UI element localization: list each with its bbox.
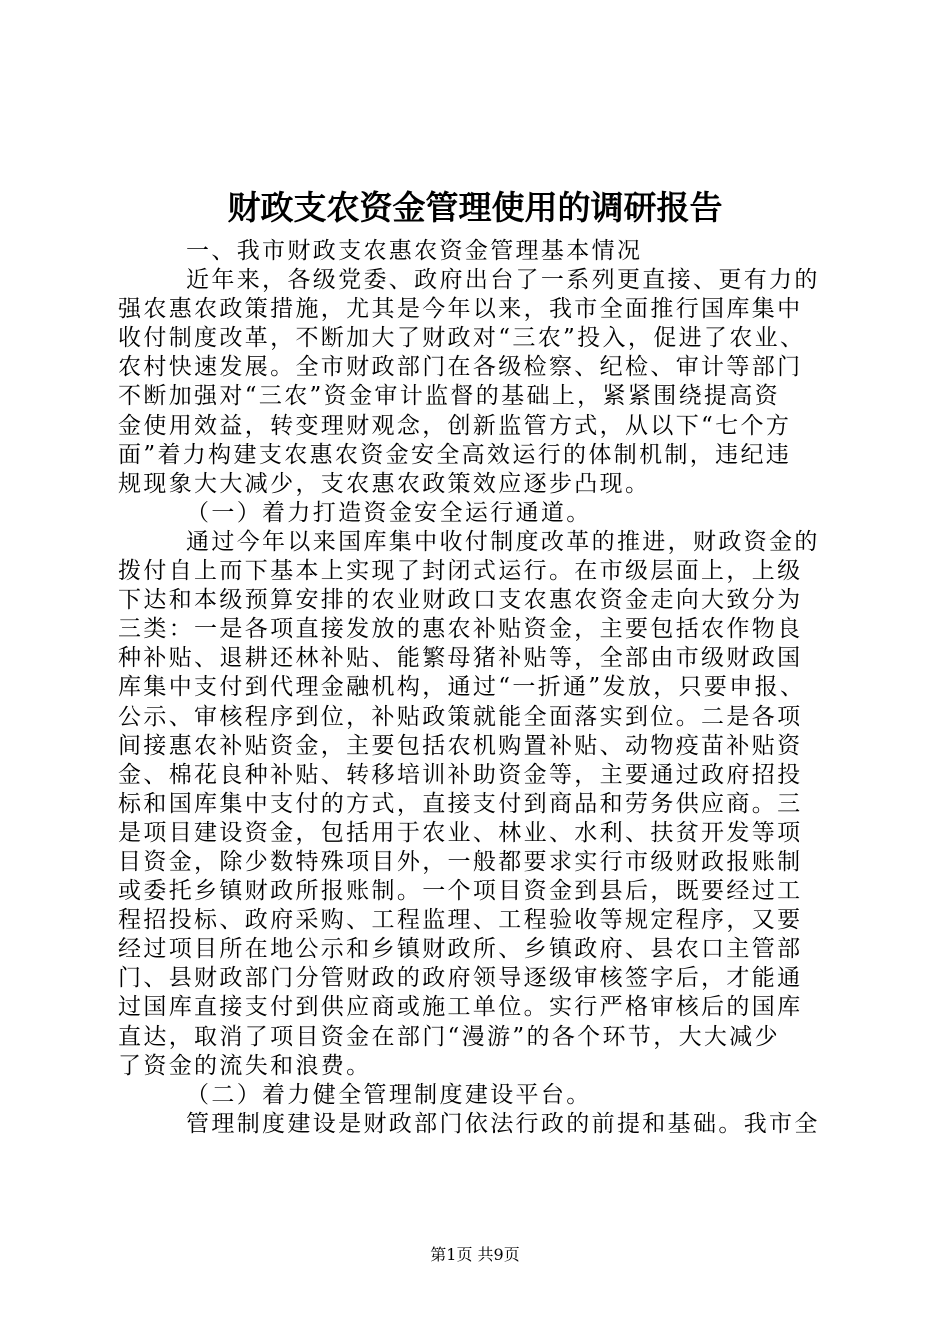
text-line: 间接惠农补贴资金，主要包括农机购置补贴、动物疫苗补贴资 bbox=[118, 732, 803, 759]
paragraph bbox=[118, 237, 842, 266]
text-line: 三类：一是各项直接发放的惠农补贴资金，主要包括农作物良 bbox=[118, 616, 803, 643]
text-line: 不断加强对“三农”资金审计监督的基础上，紧紧围绕提高资 bbox=[118, 383, 780, 410]
page-footer: 第1页 共9页 bbox=[430, 1245, 520, 1264]
paragraph bbox=[118, 528, 842, 1081]
text-line: 下达和本级预算安排的农业财政口支农惠农资金走向大致分为 bbox=[118, 587, 803, 614]
text-line: 金使用效益，转变理财观念，创新监管方式，从以下“七个方 bbox=[118, 412, 792, 439]
text-line: 目资金，除少数特殊项目外，一般都要求实行市级财政报账制 bbox=[118, 848, 803, 875]
text-line: 规现象大大减少，支农惠农政策效应逐步凸现。 bbox=[118, 470, 651, 497]
text-line: （二）着力健全管理制度建设平台。 bbox=[186, 1081, 592, 1108]
text-line: 是项目建设资金，包括用于农业、林业、水利、扶贫开发等项 bbox=[118, 819, 803, 846]
text-line: 或委托乡镇财政所报账制。一个项目资金到县后，既要经过工 bbox=[118, 878, 803, 905]
text-line: 拨付自上而下基本上实现了封闭式运行。在市级层面上，上级 bbox=[118, 558, 803, 585]
document-title: 财政支农资金管理使用的调研报告 bbox=[227, 188, 723, 227]
paragraph bbox=[118, 266, 842, 499]
text-line: 通过今年以来国库集中收付制度改革的推进，财政资金的 bbox=[186, 528, 820, 555]
text-line: 种补贴、退耕还林补贴、能繁母猪补贴等，全部由市级财政国 bbox=[118, 645, 803, 672]
text-line: 一、我市财政支农惠农资金管理基本情况 bbox=[186, 238, 643, 264]
text-line: 了资金的流失和浪费。 bbox=[118, 1052, 372, 1079]
text-line: 经过项目所在地公示和乡镇财政所、乡镇政府、县农口主管部 bbox=[118, 936, 803, 963]
paragraph bbox=[118, 1081, 842, 1110]
text-line: 近年来，各级党委、政府出台了一系列更直接、更有力的 bbox=[186, 267, 820, 294]
paragraph bbox=[118, 1110, 842, 1139]
document-body bbox=[118, 237, 842, 1139]
text-line: 门、县财政部门分管财政的政府领导逐级审核签字后，才能通 bbox=[118, 965, 803, 992]
text-line: 强农惠农政策措施，尤其是今年以来，我市全面推行国库集中 bbox=[118, 296, 803, 323]
text-line: 管理制度建设是财政部门依法行政的前提和基础。我市全 bbox=[186, 1110, 820, 1137]
text-line: 直达，取消了项目资金在部门“漫游”的各个环节，大大减少 bbox=[118, 1023, 780, 1050]
text-line: 过国库直接支付到供应商或施工单位。实行严格审核后的国库 bbox=[118, 994, 803, 1021]
text-line: 农村快速发展。全市财政部门在各级检察、纪检、审计等部门 bbox=[118, 354, 803, 381]
paragraph bbox=[118, 499, 842, 528]
text-line: 库集中支付到代理金融机构，通过“一折通”发放，只要申报、 bbox=[118, 674, 806, 701]
text-line: 公示、审核程序到位，补贴政策就能全面落实到位。二是各项 bbox=[118, 703, 803, 730]
text-line: 收付制度改革，不断加大了财政对“三农”投入，促进了农业、 bbox=[118, 325, 806, 352]
text-line: 程招投标、政府采购、工程监理、工程验收等规定程序，又要 bbox=[118, 907, 803, 934]
text-line: 金、棉花良种补贴、转移培训补助资金等，主要通过政府招投 bbox=[118, 761, 803, 788]
text-line: 面”着力构建支农惠农资金安全高效运行的体制机制，违纪违 bbox=[118, 441, 792, 468]
text-line: 标和国库集中支付的方式，直接支付到商品和劳务供应商。三 bbox=[118, 790, 803, 817]
text-line: （一）着力打造资金安全运行通道。 bbox=[186, 499, 592, 526]
